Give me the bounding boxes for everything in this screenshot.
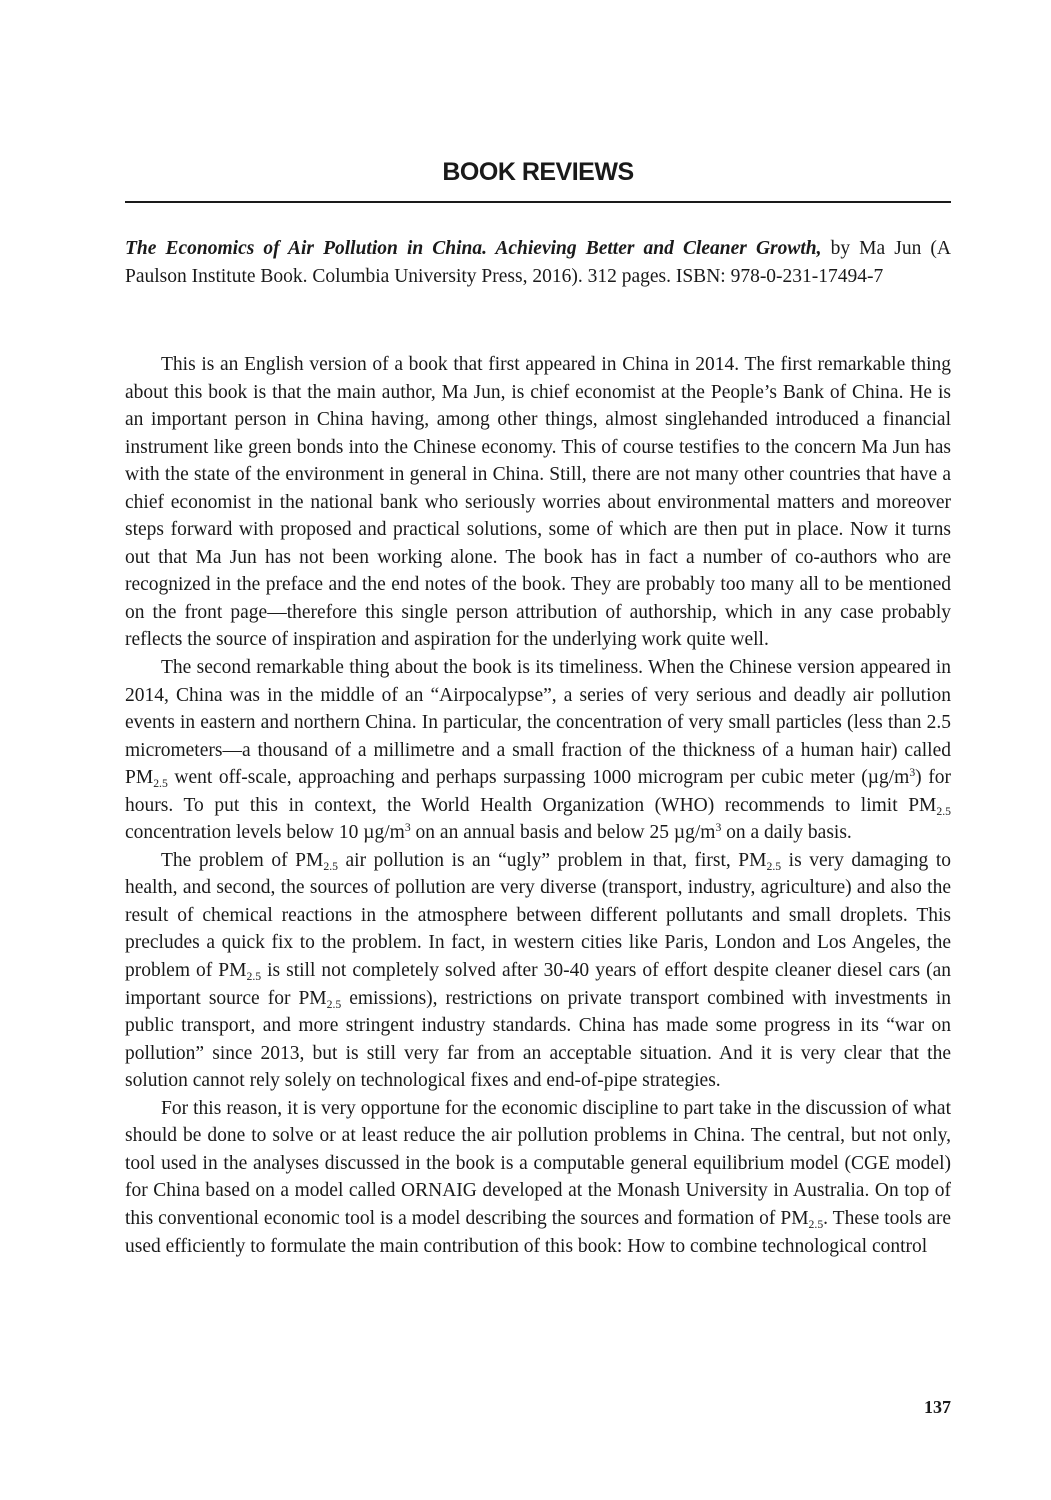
cited-book-title: The Economics of Air Pollution in China. Achieving Better and Cleaner Growth, — [125, 238, 822, 259]
paragraph-2-text: concentration levels below 10 µg/m — [125, 822, 405, 844]
book-page — [125, 0, 951, 1500]
pm-subscript: 2.5 — [246, 970, 262, 984]
paragraph-2 — [125, 654, 951, 847]
pm-subscript: 2.5 — [323, 859, 338, 873]
paragraph-2-text: on a daily basis. — [721, 822, 852, 844]
citation-details: by Ma Jun (A Paulson Institute Book. Columbia University Press, 2016). 312 pages. ISBN: 978-0-231-17494-7 — [125, 238, 951, 287]
paragraph-3-text: is very damaging to health, and second, the sources of pollution are very diverse (transport, industry, agriculture) and also the result of chemical reactions in the atmosphere between different pollutants and small droplets. This precludes a quick fix to the problem. In fact, in western cities like Paris, London and Los Angeles, the problem of PM — [125, 849, 951, 982]
cubed-superscript: 3 — [404, 821, 411, 835]
paragraph-3-text: emissions), restrictions on private transport combined with investments in public transport, and more stringent industry standards. China has made some progress in its “war on pollution” since 2013, but is still very far from an acceptable situation. And it is very clear that the solution cannot rely solely on technological fixes and end-of-pipe strategies. — [125, 987, 951, 1092]
page-number: 137 — [924, 1397, 951, 1417]
header-rule — [125, 201, 951, 203]
paragraph-3-text: air pollution is an “ugly” problem in that, first, PM — [337, 849, 767, 871]
paragraph-2-text: ) for hours. To put this in context, the World Health Organization (WHO) recommends to limit PM — [125, 767, 951, 816]
pm-subscript: 2.5 — [326, 997, 342, 1011]
paragraph-2-text: went off-scale, approaching and perhaps surpassing 1000 microgram per cubic meter (µg/m — [167, 767, 910, 789]
pm-subscript: 2.5 — [936, 804, 951, 818]
paragraph-4 — [125, 1095, 951, 1260]
paragraph-4-text: For this reason, it is very opportune for the economic discipline to part take in the discussion of what should be done to solve or at least reduce the air pollution problems in China. The central, but not only, tool used in the analyses discussed in the book is a computable general equilibrium model (CGE model) for China based on a model called ORNAIG developed at the Monash University in Australia. On top of this conventional economic tool is a model describing the sources and formation of PM — [125, 1097, 951, 1229]
paragraph-4-text: . These tools are used efficiently to formulate the main contribution of this book: How to combine technological control — [125, 1207, 951, 1257]
cubed-superscript: 3 — [715, 821, 722, 835]
pm-subscript: 2.5 — [808, 1217, 824, 1231]
review-body — [125, 351, 951, 1260]
paragraph-2-text: on an annual basis and below 25 µg/m — [410, 822, 716, 844]
cubed-superscript: 3 — [909, 766, 916, 780]
paragraph-2-text: The second remarkable thing about the book is its timeliness. When the Chinese version appeared in 2014, China was in the middle of an “Airpocalypse”, a series of very serious and deadly air pollution events in eastern and northern China. In particular, the concentration of very small particles (less than 2.5 micrometers—a thousand of a millimetre and a small fraction of the thickness of a human hair) called PM — [125, 657, 951, 789]
paragraph-1: This is an English version of a book that first appeared in China in 2014. The first remarkable thing about this book is that the main author, Ma Jun, is chief economist at the People’s Bank of China. He is an important person in China having, among other things, almost singlehanded introduced a financial instrument like green bonds into the Chinese economy. This of course testifies to the concern Ma Jun has with the state of the environment in general in China. Still, there are not many other countries that have a chief economist in the national bank who seriously worries about environmental matters and moreover steps forward with proposed and practical solutions, some of which are then put in place. Now it turns out that Ma Jun has not been working alone. The book has in fact a number of co-authors who are recognized in the preface and the end notes of the book. They are probably too many all to be mentioned on the front page—therefore this single person attribution of authorship, which in any case probably reflects the source of inspiration and aspiration for the underlying work quite well. — [125, 354, 951, 651]
pm-subscript: 2.5 — [153, 777, 168, 791]
paragraph-3 — [125, 847, 951, 1095]
section-title: BOOK REVIEWS — [442, 158, 634, 186]
paragraph-3-text: is still not completely solved after 30-40 years of effort despite cleaner diesel cars (an important source for PM — [125, 960, 951, 1009]
book-citation — [125, 235, 951, 290]
paragraph-3-text: The problem of PM — [161, 849, 324, 871]
pm-subscript: 2.5 — [766, 859, 782, 873]
